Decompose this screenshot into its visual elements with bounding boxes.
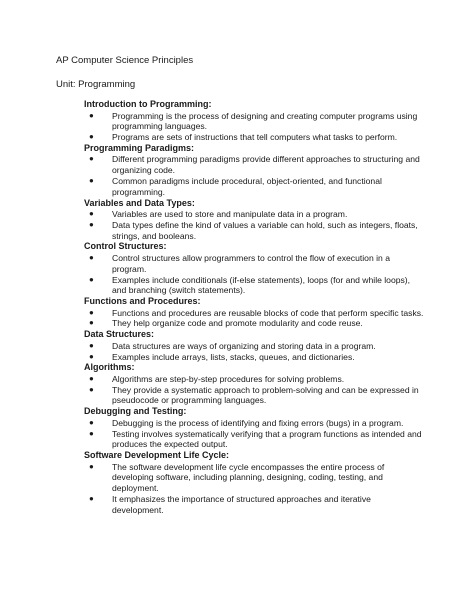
list-item xyxy=(84,253,424,275)
outline-section xyxy=(84,99,424,143)
outline xyxy=(84,99,424,516)
list-item-text: Programming is the process of designing and creating computer programs using programming languages. xyxy=(112,110,418,132)
list-item-text: It emphasizes the importance of structured approaches and iterative development. xyxy=(112,494,371,515)
list-item xyxy=(84,275,424,297)
bullet-icon: ● xyxy=(89,373,94,383)
section-heading: Functions and Procedures: xyxy=(84,296,201,307)
list-item xyxy=(84,429,424,451)
section-heading: Algorithms: xyxy=(84,362,135,373)
bullet-list xyxy=(84,462,424,516)
list-item-text: Programs are sets of instructions that tell computers what tasks to perform. xyxy=(112,132,398,143)
bullet-icon: ● xyxy=(89,252,94,262)
list-item-text: They provide a systematic approach to problem-solving and can be expressed in pseudocode or programming languages. xyxy=(112,384,419,406)
list-item xyxy=(84,374,424,385)
bullet-icon: ● xyxy=(89,132,94,142)
list-item xyxy=(84,318,424,329)
bullet-icon: ● xyxy=(89,461,94,471)
outline-section xyxy=(84,241,424,296)
list-item-text: The software development life cycle encompasses the entire process of developing software, including planning, designing, coding, testing, and deployment. xyxy=(112,461,385,494)
list-item-text: Different programming paradigms provide different approaches to structuring and organizing code. xyxy=(112,154,420,176)
bullet-list xyxy=(84,308,424,330)
bullet-list xyxy=(84,341,424,363)
section-heading: Data Structures: xyxy=(84,329,155,340)
bullet-list xyxy=(84,253,424,296)
list-item-text: Examples include conditionals (if-else statements), loops (for and while loops), and branching (switch statements). xyxy=(112,274,411,296)
bullet-icon: ● xyxy=(89,307,94,317)
bullet-icon: ● xyxy=(89,154,94,164)
list-item-text: They help organize code and promote modularity and code reuse. xyxy=(112,318,363,329)
list-item xyxy=(84,462,424,494)
bullet-icon: ● xyxy=(89,494,94,504)
list-item-text: Debugging is the process of identifying and fixing errors (bugs) in a program. xyxy=(112,417,404,428)
list-item xyxy=(84,220,424,242)
list-item-text: Examples include arrays, lists, stacks, queues, and dictionaries. xyxy=(112,351,355,362)
bullet-icon: ● xyxy=(89,428,94,438)
section-heading: Debugging and Testing: xyxy=(84,406,187,417)
outline-section xyxy=(84,296,424,329)
bullet-icon: ● xyxy=(89,209,94,219)
list-item xyxy=(84,418,424,429)
bullet-icon: ● xyxy=(89,175,94,185)
list-item-text: Functions and procedures are reusable blocks of code that perform specific tasks. xyxy=(112,307,424,318)
bullet-icon: ● xyxy=(89,274,94,284)
outline-section xyxy=(84,406,424,450)
section-heading: Software Development Life Cycle: xyxy=(84,450,230,461)
bullet-icon: ● xyxy=(89,110,94,120)
list-item-text: Variables are used to store and manipulate data in a program. xyxy=(112,209,348,220)
bullet-list xyxy=(84,374,424,406)
outline-section xyxy=(84,450,424,515)
section-heading: Variables and Data Types: xyxy=(84,197,195,208)
list-item xyxy=(84,176,424,198)
outline-section xyxy=(84,329,424,362)
list-item xyxy=(84,352,424,363)
section-heading: Introduction to Programming: xyxy=(84,99,212,109)
bullet-icon: ● xyxy=(89,417,94,427)
list-item xyxy=(84,385,424,407)
list-item xyxy=(84,308,424,319)
list-item-text: Data structures are ways of organizing and storing data in a program. xyxy=(112,340,376,351)
bullet-icon: ● xyxy=(89,219,94,229)
section-heading: Control Structures: xyxy=(84,241,167,252)
list-item-text: Algorithms are step-by-step procedures for solving problems. xyxy=(112,373,345,384)
bullet-list xyxy=(84,154,424,197)
list-item-text: Testing involves systematically verifying that a program functions as intended and produces the expected output. xyxy=(112,428,422,450)
bullet-icon: ● xyxy=(89,318,94,328)
bullet-list xyxy=(84,418,424,450)
bullet-icon: ● xyxy=(89,340,94,350)
bullet-list xyxy=(84,209,424,241)
list-item-text: Common paradigms include procedural, object-oriented, and functional programming. xyxy=(112,175,382,197)
list-item xyxy=(84,132,424,143)
list-item xyxy=(84,341,424,352)
bullet-icon: ● xyxy=(89,351,94,361)
list-item xyxy=(84,494,424,516)
course-title: AP Computer Science Principles xyxy=(56,55,194,66)
outline-section xyxy=(84,143,424,198)
bullet-list xyxy=(84,111,424,143)
bullet-icon: ● xyxy=(89,384,94,394)
list-item xyxy=(84,209,424,220)
outline-section xyxy=(84,362,424,406)
list-item-text: Data types define the kind of values a variable can hold, such as integers, floats, strings, and booleans. xyxy=(112,219,418,241)
list-item-text: Control structures allow programmers to control the flow of execution in a program. xyxy=(112,252,390,274)
list-item xyxy=(84,154,424,176)
unit-title: Unit: Programming xyxy=(56,79,136,90)
section-heading: Programming Paradigms: xyxy=(84,142,195,153)
list-item xyxy=(84,111,424,133)
outline-section xyxy=(84,198,424,242)
